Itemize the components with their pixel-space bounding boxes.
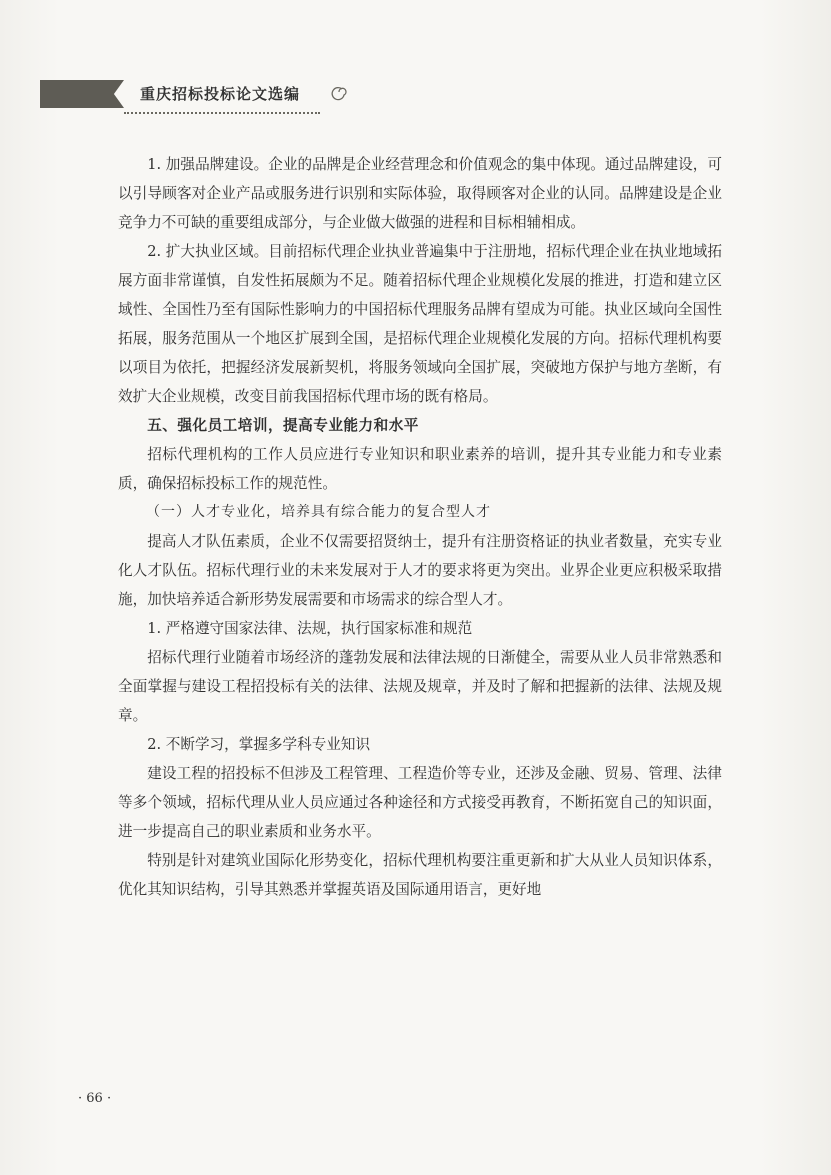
paragraph-law: 招标代理行业随着市场经济的蓬勃发展和法律法规的日渐健全，需要从业人员非常熟悉和全面掌握与建设工程招投标有关的法律、法规及规章，并及时了解和把握新的法律、法规及规章。 [118, 649, 722, 724]
body-text [118, 150, 722, 904]
page-number: · 66 · [78, 1091, 112, 1106]
running-header-title: 重庆招标投标论文选编 [140, 85, 301, 103]
paragraph-expand-region: 2. 扩大执业区域。目前招标代理企业执业普遍集中于注册地，招标代理企业在执业地域拓展方面非常谨慎，自发性拓展颇为不足。随着招标代理企业规模化发展的推进，打造和建立区域性、全国性乃至有国际性影响力的中国招标代理服务品牌有望成为可能。执业区域向全国性拓展，服务范围从一个地区扩展到全国，是招标代理企业规模化发展的方向。招标代理机构要以项目为依托，把握经济发展新契机，将服务领域向全国扩展，突破地方保护与地方垄断，有效扩大企业规模，改变目前我国招标代理市场的既有格局。 [118, 243, 722, 405]
item-heading-law: 1. 严格遵守国家法律、法规，执行国家标准和规范 [147, 620, 473, 637]
paragraph-talent-quality: 提高人才队伍素质，企业不仅需要招贤纳士，提升有注册资格证的执业者数量，充实专业化人才队伍。招标代理行业的未来发展对于人才的要求将更为突出。业界企业更应积极采取措施，加快培养适合新形势发展需要和市场需求的综合型人才。 [118, 533, 722, 608]
paragraph-training-intro: 招标代理机构的工作人员应进行专业知识和职业素养的培训，提升其专业能力和专业素质，确保招标投标工作的规范性。 [118, 446, 722, 492]
header-tab-ornament [40, 80, 124, 108]
item-heading-learning: 2. 不断学习，掌握多学科专业知识 [147, 736, 371, 753]
section-heading: 五、强化员工培训，提高专业能力和水平 [147, 417, 419, 434]
paragraph-learning: 建设工程的招投标不但涉及工程管理、工程造价等专业，还涉及金融、贸易、管理、法律等多个领域，招标代理从业人员应通过各种途径和方式接受再教育，不断拓宽自己的知识面，进一步提高自己的职业素质和业务水平。 [118, 765, 722, 840]
paragraph-internationalization: 特别是针对建筑业国际化形势变化，招标代理机构要注重更新和扩大从业人员知识体系，优化其知识结构，引导其熟悉并掌握英语及国际通用语言，更好地 [118, 852, 722, 898]
swirl-ornament-icon [329, 85, 347, 103]
subsection-heading: （一）人才专业化，培养具有综合能力的复合型人才 [146, 504, 491, 520]
paragraph-brand-building: 1. 加强品牌建设。企业的品牌是企业经营理念和价值观念的集中体现。通过品牌建设，可以引导顾客对企业产品或服务进行识别和实际体验，取得顾客对企业的认同。品牌建设是企业竞争力不可缺的重要组成部分，与企业做大做强的进程和目标相辅相成。 [118, 156, 722, 231]
header-dotted-rule [124, 112, 320, 114]
